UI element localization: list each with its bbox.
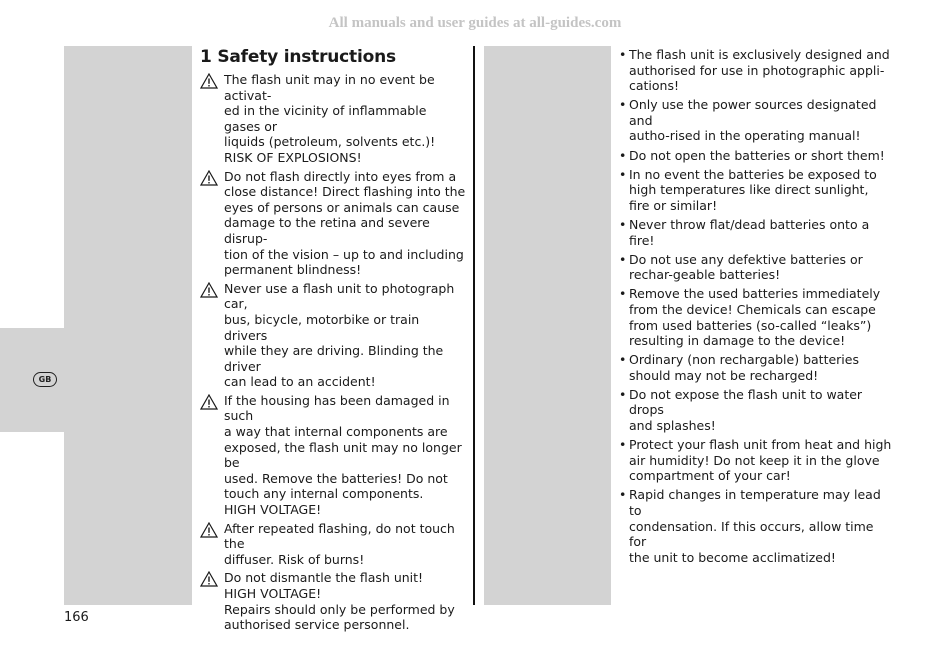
warning-text: Do not dismantle the flash unit! HIGH VOLTAGE! Repairs should only be performed by authorised service personnel. xyxy=(224,570,455,633)
bullet-dot: • xyxy=(619,166,627,182)
warning-text: Do not flash directly into eyes from a close distance! Direct flashing into the eyes of persons or animals can cause damage to the retina and severe disrup- tion of the vision – up to and including permanent blindness! xyxy=(224,168,466,278)
bullet-item xyxy=(619,97,894,144)
bullet-text: Remove the used batteries immediately from the device! Chemicals can escape from used batteries (so-called “leaks”) resulting in damage to the device! xyxy=(629,286,881,349)
side-panel-middle xyxy=(484,46,611,605)
bullet-item xyxy=(619,47,894,94)
bullet-item xyxy=(619,286,894,348)
warning-triangle-icon xyxy=(200,72,224,166)
bullet-dot: • xyxy=(619,352,627,368)
warning-text: If the housing has been damaged in such a way that internal components are exposed, the flash unit may no longer be used. Remove the batteries! Do not touch any internal components. HIGH VOLTAGE! xyxy=(224,392,462,518)
warning-item xyxy=(200,521,472,568)
bullet-item xyxy=(619,148,894,164)
column-divider xyxy=(473,46,475,605)
bullet-text: Do not use any defektive batteries or rechar-geable batteries! xyxy=(629,251,863,283)
warning-triangle-icon xyxy=(200,393,224,518)
section-title: 1 Safety instructions xyxy=(200,47,396,67)
language-badge: GB xyxy=(33,372,57,387)
bullet-dot: • xyxy=(619,487,627,503)
bullet-text: Ordinary (non rechargable) batteries should may not be recharged! xyxy=(629,352,859,383)
bullet-text: Do not expose the flash unit to water drops and splashes! xyxy=(629,386,863,434)
watermark: All manuals and user guides at all-guides.com xyxy=(328,15,622,31)
bullet-dot: • xyxy=(619,147,627,163)
bullet-item xyxy=(619,437,894,484)
bullet-dot: • xyxy=(619,216,627,232)
page-number: 166 xyxy=(64,610,89,625)
warning-item xyxy=(200,72,472,166)
bullet-text: Do not open the batteries or short them! xyxy=(629,147,885,163)
safety-column xyxy=(200,47,472,636)
bullet-item xyxy=(619,387,894,434)
bullet-dot: • xyxy=(619,386,627,402)
bullet-dot: • xyxy=(619,251,627,267)
bullet-item xyxy=(619,167,894,214)
warning-text: Never use a flash unit to photograph car, bus, bicycle, motorbike or train drivers while they are driving. Blinding the driver can lead to an accident! xyxy=(224,280,455,390)
warning-item xyxy=(200,393,472,518)
battery-column xyxy=(619,47,894,569)
warning-text: The flash unit may in no event be activat- ed in the vicinity of inflammable gases or liquids (petroleum, solvents etc.)! RISK OF EXPLOSIONS! xyxy=(224,72,436,165)
bullet-text: Never throw flat/dead batteries onto a fire! xyxy=(629,216,870,248)
bullet-text: Rapid changes in temperature may lead to condensation. If this occurs, allow time for the unit to become acclimatized! xyxy=(629,487,881,565)
bullet-item xyxy=(619,487,894,565)
bullet-text: The flash unit is exclusively designed and authorised for use in photographic appli- cations! xyxy=(629,47,890,94)
bullet-text: In no event the batteries be exposed to high temperatures like direct sunlight, fire or similar! xyxy=(629,166,877,213)
warning-item xyxy=(200,570,472,632)
warning-list xyxy=(200,72,472,633)
bullet-item xyxy=(619,252,894,283)
bullet-dot: • xyxy=(619,437,627,453)
warning-triangle-icon xyxy=(200,169,224,278)
bullet-text: Only use the power sources designated and autho-rised in the operating manual! xyxy=(629,97,877,144)
warning-item xyxy=(200,281,472,390)
bullet-dot: • xyxy=(619,286,627,302)
warning-triangle-icon xyxy=(200,281,224,390)
bullet-dot: • xyxy=(619,97,627,113)
bullet-text: Protect your flash unit from heat and high air humidity! Do not keep it in the glove compartment of your car! xyxy=(629,437,892,484)
warning-triangle-icon xyxy=(200,570,224,632)
bullet-item xyxy=(619,217,894,248)
bullet-list xyxy=(619,47,894,565)
bullet-item xyxy=(619,352,894,383)
warning-text: After repeated flashing, do not touch the diffuser. Risk of burns! xyxy=(224,520,455,567)
side-panel-left xyxy=(64,46,192,605)
bullet-dot: • xyxy=(619,47,627,62)
warning-item xyxy=(200,169,472,278)
warning-triangle-icon xyxy=(200,521,224,568)
